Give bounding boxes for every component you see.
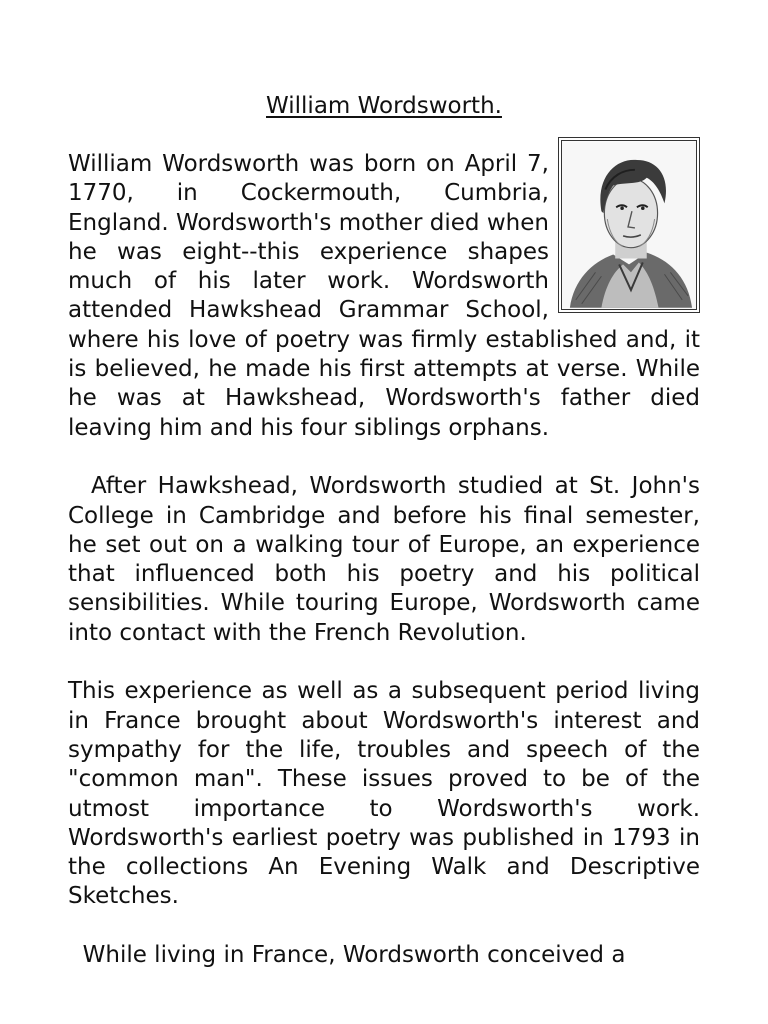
paragraph-2: After Hawkshead, Wordsworth studied at St. John's College in Cambridge and before his final semester, he set out on a walking tour of Europe, an experience that influenced both his poetry and his political sensibilities. While touring Europe, Wordsworth came into contact with the French Revolution. [68, 473, 700, 646]
document-title: William Wordsworth. [266, 93, 502, 119]
paragraph-1 [68, 150, 700, 443]
paragraph-4: While living in France, Wordsworth conceived a [68, 942, 626, 969]
portrait-image [561, 140, 697, 310]
portrait-icon [558, 137, 700, 313]
paragraph-1-text: William Wordsworth was born on April 7, 1770, in Cockermouth, Cumbria, England. Wordsworth's mother died when he was eight--this experience shapes much of his later work. Wordsworth attended Hawkshead Grammar School, where his love of poetry was firmly established and, it is believed, he made his first attempts at verse. While he was at Hawkshead, Wordsworth's father died leaving him and his four siblings orphans. [68, 151, 700, 441]
document-page [68, 88, 700, 1000]
paragraph-3: This experience as well as a subsequent period living in France brought about Wordsworth's interest and sympathy for the life, troubles and speech of the "common man". These issues proved to be of the utmost importance to Wordsworth's work. Wordsworth's earliest poetry was published in 1793 in the collections An Evening Walk and Descriptive Sketches. [68, 678, 700, 910]
